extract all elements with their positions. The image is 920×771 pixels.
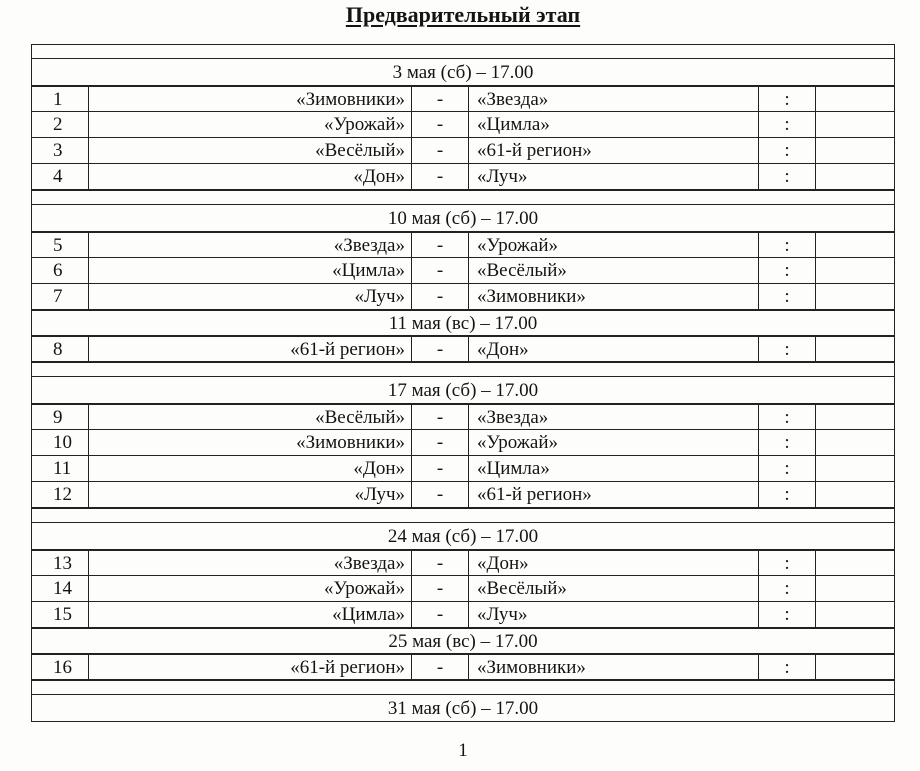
match-number: 4 (32, 164, 89, 189)
home-team: «Зимовники» (89, 87, 412, 111)
score-cell: : (759, 430, 816, 455)
result-cell (816, 112, 894, 137)
home-team: «Дон» (89, 456, 412, 481)
result-cell (816, 576, 894, 601)
home-team: «Луч» (89, 482, 412, 507)
table-spacer (31, 508, 895, 522)
match-number: 5 (32, 233, 89, 257)
separator: - (412, 233, 469, 257)
separator: - (412, 405, 469, 429)
home-team: «Дон» (89, 164, 412, 189)
score-cell: : (759, 576, 816, 601)
result-cell (816, 284, 894, 309)
separator: - (412, 602, 469, 627)
result-cell (816, 482, 894, 507)
result-cell (816, 87, 894, 111)
match-number: 13 (32, 551, 89, 575)
table-row (32, 138, 894, 164)
result-cell (816, 551, 894, 575)
match-number: 3 (32, 138, 89, 163)
round-matches (31, 654, 895, 680)
result-cell (816, 337, 894, 361)
table-row (32, 482, 894, 508)
table-row (32, 336, 894, 362)
home-team: «Цимла» (89, 258, 412, 283)
page-title: Предварительный этап (345, 2, 581, 27)
away-team: «Луч» (469, 602, 759, 627)
separator: - (412, 456, 469, 481)
round-date: 17 мая (сб) – 17.00 (31, 376, 895, 404)
home-team: «Луч» (89, 284, 412, 309)
score-cell: : (759, 551, 816, 575)
separator: - (412, 482, 469, 507)
home-team: «Урожай» (89, 112, 412, 137)
score-cell: : (759, 138, 816, 163)
result-cell (816, 258, 894, 283)
match-number: 2 (32, 112, 89, 137)
home-team: «Цимла» (89, 602, 412, 627)
separator: - (412, 655, 469, 679)
separator: - (412, 430, 469, 455)
result-cell (816, 430, 894, 455)
table-row (32, 430, 894, 456)
round-matches (31, 550, 895, 628)
away-team: «Цимла» (469, 112, 759, 137)
table-row (32, 164, 894, 190)
result-cell (816, 602, 894, 627)
score-cell: : (759, 164, 816, 189)
table-row (32, 258, 894, 284)
table-spacer (31, 44, 895, 58)
score-cell: : (759, 112, 816, 137)
separator: - (412, 258, 469, 283)
table-row (32, 86, 894, 112)
separator: - (412, 164, 469, 189)
away-team: «Весёлый» (469, 258, 759, 283)
separator: - (412, 337, 469, 361)
round-date: 31 мая (сб) – 17.00 (31, 694, 895, 722)
home-team: «Урожай» (89, 576, 412, 601)
separator: - (412, 576, 469, 601)
match-number: 15 (32, 602, 89, 627)
match-number: 9 (32, 405, 89, 429)
table-spacer (31, 362, 895, 376)
round-matches (31, 232, 895, 310)
away-team: «Дон» (469, 337, 759, 361)
round-date: 10 мая (сб) – 17.00 (31, 204, 895, 232)
separator: - (412, 551, 469, 575)
round-date: 25 мая (вс) – 17.00 (31, 628, 895, 654)
match-number: 16 (32, 655, 89, 679)
home-team: «Звезда» (89, 233, 412, 257)
match-number: 11 (32, 456, 89, 481)
round-date: 11 мая (вс) – 17.00 (31, 310, 895, 336)
match-number: 6 (32, 258, 89, 283)
result-cell (816, 405, 894, 429)
away-team: «Зимовники» (469, 284, 759, 309)
home-team: «Весёлый» (89, 138, 412, 163)
away-team: «Цимла» (469, 456, 759, 481)
table-spacer (31, 680, 895, 694)
score-cell: : (759, 456, 816, 481)
round-date: 3 мая (сб) – 17.00 (31, 58, 895, 86)
score-cell: : (759, 405, 816, 429)
away-team: «61-й регион» (469, 138, 759, 163)
away-team: «Дон» (469, 551, 759, 575)
table-row (32, 654, 894, 680)
match-number: 8 (32, 337, 89, 361)
score-cell: : (759, 233, 816, 257)
table-row (32, 404, 894, 430)
home-team: «61-й регион» (89, 337, 412, 361)
home-team: «61-й регион» (89, 655, 412, 679)
separator: - (412, 284, 469, 309)
score-cell: : (759, 258, 816, 283)
match-number: 14 (32, 576, 89, 601)
score-cell: : (759, 337, 816, 361)
table-row (32, 112, 894, 138)
separator: - (412, 112, 469, 137)
table-row (32, 602, 894, 628)
away-team: «Звезда» (469, 87, 759, 111)
score-cell: : (759, 655, 816, 679)
score-cell: : (759, 284, 816, 309)
table-spacer (31, 190, 895, 204)
away-team: «Урожай» (469, 430, 759, 455)
table-row (32, 232, 894, 258)
result-cell (816, 456, 894, 481)
away-team: «Луч» (469, 164, 759, 189)
away-team: «Весёлый» (469, 576, 759, 601)
result-cell (816, 655, 894, 679)
away-team: «61-й регион» (469, 482, 759, 507)
away-team: «Зимовники» (469, 655, 759, 679)
score-cell: : (759, 602, 816, 627)
match-number: 1 (32, 87, 89, 111)
round-matches (31, 86, 895, 190)
home-team: «Весёлый» (89, 405, 412, 429)
home-team: «Звезда» (89, 551, 412, 575)
separator: - (412, 138, 469, 163)
result-cell (816, 164, 894, 189)
result-cell (816, 138, 894, 163)
round-date: 24 мая (сб) – 17.00 (31, 522, 895, 550)
round-matches (31, 336, 895, 362)
away-team: «Звезда» (469, 405, 759, 429)
table-row (32, 576, 894, 602)
table-row (32, 456, 894, 482)
match-number: 10 (32, 430, 89, 455)
round-matches (31, 404, 895, 508)
schedule-table (31, 44, 895, 722)
table-row (32, 284, 894, 310)
score-cell: : (759, 87, 816, 111)
table-row (32, 550, 894, 576)
match-number: 12 (32, 482, 89, 507)
page-number: 1 (458, 740, 468, 761)
away-team: «Урожай» (469, 233, 759, 257)
score-cell: : (759, 482, 816, 507)
match-number: 7 (32, 284, 89, 309)
home-team: «Зимовники» (89, 430, 412, 455)
result-cell (816, 233, 894, 257)
separator: - (412, 87, 469, 111)
